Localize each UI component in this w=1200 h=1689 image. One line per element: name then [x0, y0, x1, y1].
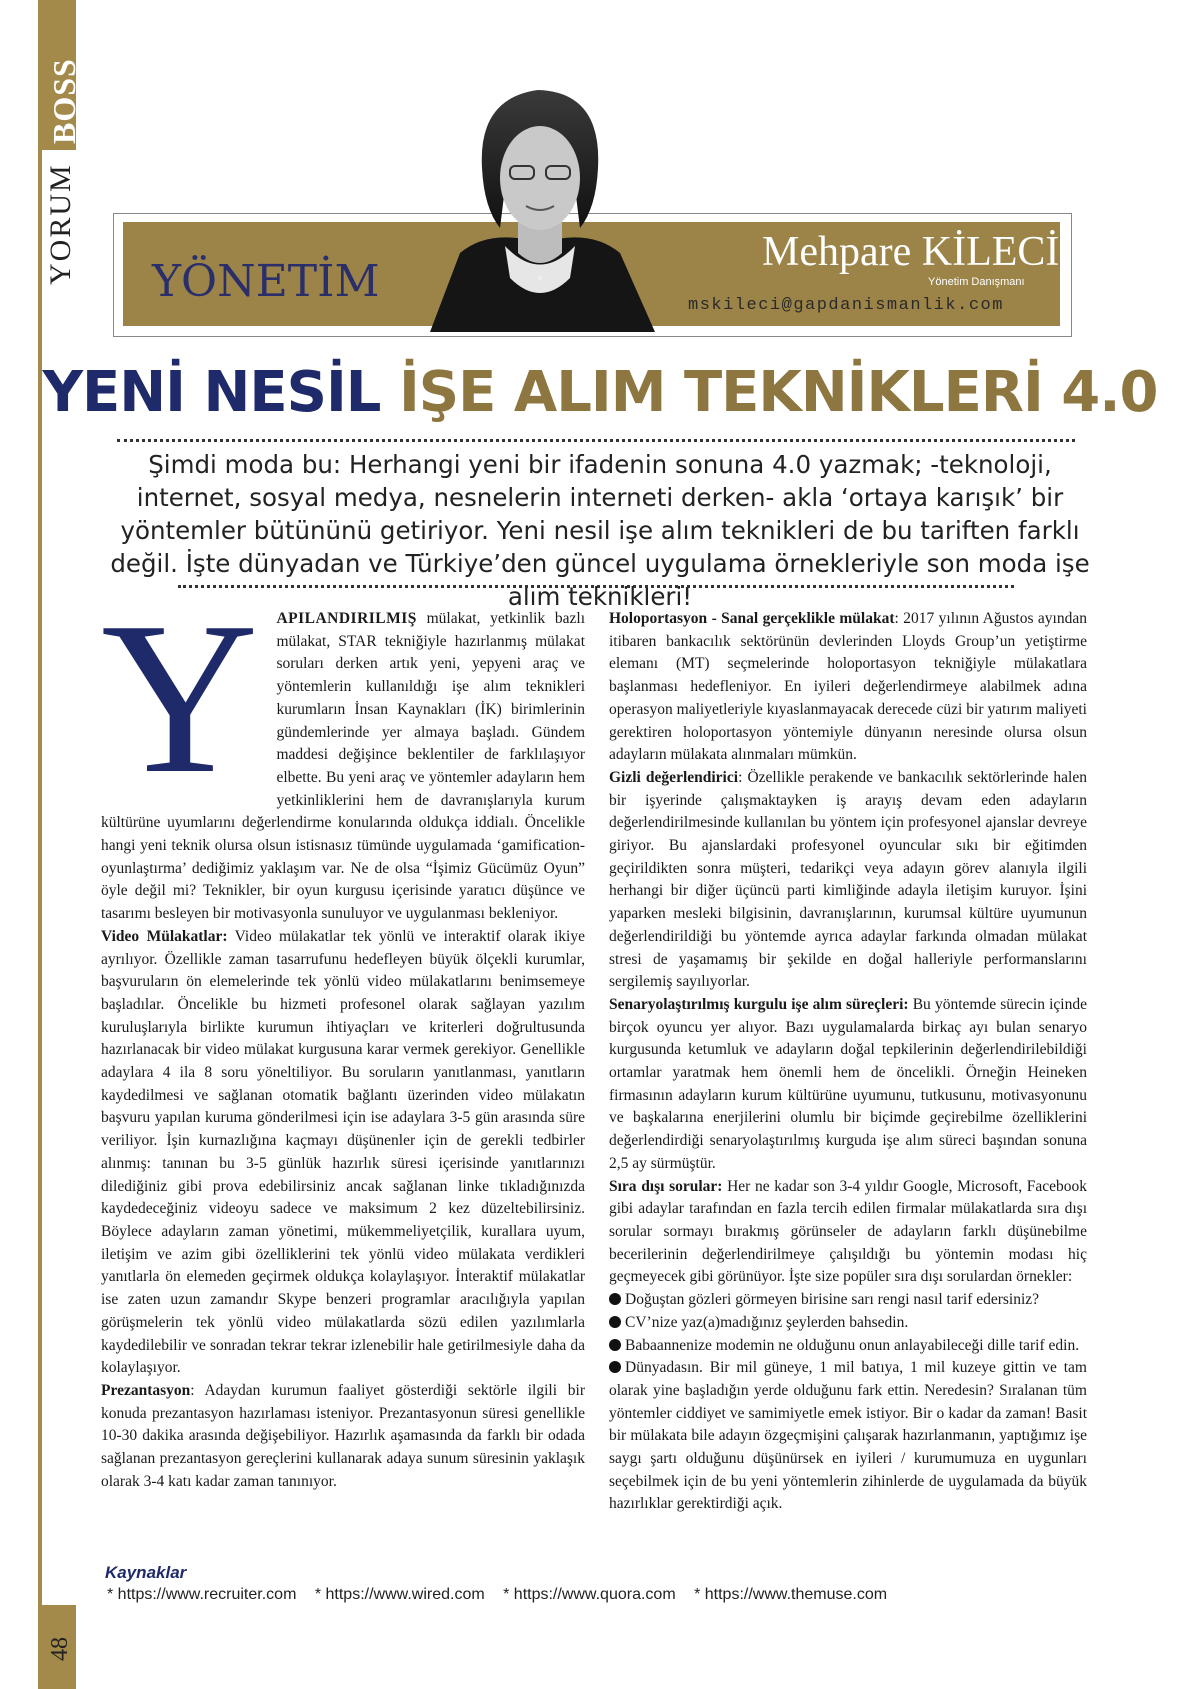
closing-text: Sıralanan tüm yöntemler ciddiyet ve samimiyetle emek istiyor. Bir o kadar da zaman! Basit bir mülakata bile adayın özgeçmişini çalışarak hazırlanmanın, yaptığımız işe saygı şartı olduğunu düşünürsek en iyileri / kurumumuza en uygunları seçebilmek için de bu yeni yöntemlerin zihinlerde de uygulamada da büyük hazırlıklar gerektirdiği açık. [609, 1381, 1087, 1513]
article-title-part1: YENİ NESİL [42, 360, 381, 425]
bullet-icon [609, 1316, 621, 1328]
section-tag-label: YORUM [44, 163, 77, 285]
page-number: 48 [47, 1637, 73, 1661]
presentation-heading: Prezantasyon [101, 1381, 191, 1399]
title-divider-bottom [178, 585, 1014, 588]
scenario-heading: Senaryolaştırılmış kurgulu işe alım süreçleri: [609, 995, 909, 1013]
article-column-right [609, 608, 1087, 1516]
unusual-questions-heading: Sıra dışı sorular: [609, 1177, 723, 1195]
sidebar-rule [38, 0, 42, 1689]
brand-logo [46, 16, 82, 156]
list-item [609, 1312, 1087, 1335]
video-heading: Video Mülakatlar: [101, 927, 228, 945]
column-section-label: YÖNETİM [152, 256, 380, 307]
list-item [609, 1357, 1087, 1516]
drop-cap: Y [101, 578, 259, 819]
list-item [609, 1289, 1087, 1312]
author-portrait [420, 78, 660, 332]
article-title [0, 360, 1200, 425]
presentation-paragraph [101, 1380, 585, 1494]
intro-text: mülakat, yetkinlik bazlı mülakat, STAR tekniğiyle hazırlanmış mülakat soruları derken artık yeni, yepyeni araç ve yöntemlerin kullanıldığı işe alım teknikleri kurumların İnsan Kaynakları (İK) birimlerinin gündemlerinde yer almaya başladı. Gündem maddesi değişince beklentiler de farklılaşıyor elbette. Bu yeni araç ve yöntemler adayların hem yetkinliklerini hem de davranışlarıyla kurum kültürüne uyumlarını değerlendirme konularında oldukça iddialı. Öncelikle hangi yeni teknik olursa olsun istisnasız tümünde uygulamada ‘gamification-oyunlaştırma’ dediğimiz yaklaşım var. Ne de olsa “İşimiz Gücümüz Oyun” öyle değil mi? Teknikler, bir oyun kurgusu içerisinde yaratıcı düşünce ve tasarımı besleyen bir motivasyonla sunuluyor ve uygulanması bekleniyor. [101, 610, 585, 923]
holoportation-text: : 2017 yılının Ağustos ayından itibaren bankacılık sektörünün devlerinden Lloyds Group’un yetiştirme elemanı (MT) seçmelerinde holoportasyon tekniğiyle mülakatlara başlanması hedefleniyor. En iyileri değerlendirmeye alabilmek adına operasyon maliyetleriyle kıyaslanmayacak derecede cüzi bir yatırım maliyeti gerektiren holoportasyon yöntemiyle dünyanın neresinde olursa olsun adayların mülakata alınmaları mümkün. [609, 610, 1087, 764]
source-link[interactable]: * https://www.wired.com [314, 1586, 485, 1603]
list-item-text: Doğuştan gözleri görmeyen birisine sarı rengi nasıl tarif edersiniz? [625, 1291, 1040, 1309]
list-item-text: Babaannenize modemin ne olduğunu onun anlayabileceği dille tarif edin. [625, 1336, 1080, 1354]
source-link[interactable]: * https://www.quora.com [503, 1586, 676, 1603]
presentation-text: : Adaydan kurumun faaliyet gösterdiği sektörle ilgili bir konuda prezantasyon hazırlaması isteniyor. Prezantasyonun süresi genellikle 10-30 dakika arasında değişebiliyor. Hazırlık aşamasında da farklı bir odada sağlanan prezantasyon gereçlerini kullanarak adaya sunum süresinin yaklaşık olarak 3-4 katı kadar zaman tanınıyor. [101, 1381, 585, 1490]
intro-lead-in: APILANDIRILMIŞ [276, 610, 417, 627]
unusual-questions-text: Her ne kadar son 3-4 yıldır Google, Microsoft, Facebook gibi adaylar tarafından en fazla tercih edilen firmalar mülakatlarda sıra dışı sorular sormayı bırakmış görünseler de adayların farklı düşünebilme becerilerinin değerlendirilmeye çalışıldığı bu yöntemin modası hiç geçmeyecek gibi görünüyor. İşte size popüler sıra dışı sorulardan örnekler: [609, 1177, 1087, 1286]
source-link[interactable]: * https://www.themuse.com [694, 1586, 888, 1603]
holoportation-heading: Holoportasyon - Sanal gerçeklikle mülakat [609, 610, 895, 627]
page-number-block [42, 1605, 76, 1689]
scenario-paragraph [609, 994, 1087, 1176]
article-title-part2: İŞE ALIM TEKNİKLERİ 4.0 [398, 360, 1158, 425]
video-paragraph [101, 926, 585, 1380]
sources-list [107, 1586, 901, 1604]
secret-evaluator-heading: Gizli değerlendirici [609, 768, 739, 786]
intro-paragraph [101, 578, 585, 926]
secret-evaluator-paragraph [609, 767, 1087, 994]
bullet-icon [609, 1293, 621, 1305]
author-name: Mehpare KİLECİ [762, 229, 1060, 275]
scenario-text: Bu yöntemde sürecin içinde birçok oyuncu yer alıyor. Bazı uygulamalarda birkaç ayı bulan senaryo kurgusunda ketumluk ve adayların doğal tepkilerinin değerlendirilebildiği ortamlar yaratmak hem önemli hem de öncelikli. Örneğin Heineken firmasının adayların kurum kültürüne uyumunu, tutkusunu, motivasyonunu ve başkalarına enerjilerini olumlu bir biçimde geçirebilme özelliklerini değerlendirdiği senaryolaştırılmış kurguda işe alım süreci başından sonuna 2,5 ay sürmüştür. [609, 995, 1087, 1172]
unusual-questions-paragraph [609, 1176, 1087, 1290]
sources-heading: Kaynaklar [105, 1563, 187, 1582]
bullet-icon [609, 1361, 621, 1373]
bullet-icon [609, 1339, 621, 1351]
author-email[interactable]: mskileci@gapdanismanlik.com [688, 296, 1004, 315]
article-column-left [101, 578, 585, 1493]
secret-evaluator-text: : Özellikle perakende ve bankacılık sektörlerinde halen bir işyerinde çalışmaktayken iş arayış devam eden adayların değerlendirilmesinde kullanılan bu yöntem için profesyonel ajanslar devreye giriyor. Bu ajanslardaki profesyonel oyuncular sıkı bir eğitimden geçirildikten sonra müşteri, tedarikçi veya adayın görev alanıyla ilgili herhangi bir diğer üçüncü parti kimliğinde adayla iletişim kuruyor. İşini yaparken mesleki bilgisinin, davranışlarının, kurumsal kültüre uyumunun değerlendirildiği bu yöntemde ayrıca adaylar farkında olmadan mülakat stresi de yaşamamış bir şekilde en doğal halleriyle performanslarını sergilemiş sayılıyorlar. [609, 768, 1087, 991]
title-divider-top [117, 439, 1075, 442]
portrait-necklace [538, 276, 542, 280]
sidebar [0, 0, 42, 1689]
list-item [609, 1335, 1087, 1358]
video-text: Video mülakatlar tek yönlü ve interaktif olarak ikiye ayrılıyor. Özellikle zaman tasarrufunu hedefleyen büyük ölçekli kurumlar, başvuruların ön elemelerinde tek yönlü video mülakatlarını benimsemeye başladılar. Öncelikle bu hizmeti profesonel olarak sağlayan yazılım kuruluşlarıyla birlikte kurumun ihtiyaçları ve kriterleri doğrultusunda hazırlanacak bir video mülakat kurgusuna karar vermek gerekiyor. Genellikle adaylara 4 ila 8 soru yöneltiliyor. Bu soruların yanıtlanması, yanıtların kaydedilmesi ve sağlanan otomatik bağlantı üzerinden video mülakatın başvuru yapılan kuruma gönderilmesi için ise adaylara 3-5 gün arasında süre veriliyor. İşin kurnazlığına kaçmayı düşünenler için de gerekli tedbirler alınmış: tanınan bu 3-5 günlük hazırlık süresi içerisinde yanıtlarınızı dilediğiniz gibi prova edebilirsiniz ancak sağlanan linke tıkladığınızda kaydedeceğiniz videoyu sadece ve maksimum 2 kez düzeltebilirsiniz. Böylece adayların zaman yönetimi, mükemmeliyetçilik, kurallara uyum, iletişim ve azim gibi özelliklerini tek yönlü video mülakata verdikleri yanıtlarla ön elemeden geçirmek oldukça kolaylaşıyor. İnteraktif mülakatlar ise zaten uzun zamandır Skype benzeri programlar aracılığıyla yapılan görüşmelerin tek yönlü video mülakatlarda sözü edilen yazılımlarla kaydedilebilir ve sonradan tekrar tekrar izlenebilir hale getirilmesiyle daha da kolaylaşıyor. [101, 927, 585, 1377]
source-link[interactable]: * https://www.recruiter.com [107, 1586, 297, 1603]
article-lede: Şimdi moda bu: Herhangi yeni bir ifadenin sonuna 4.0 yazmak; -teknoloji, internet, sosyal medya, nesnelerin interneti derken- akla ‘ortaya karışık’ bir yöntemler bütününü getiriyor. Yeni nesil işe alım teknikleri de bu tariften farklı değil. İşte dünyadan ve Türkiye’den güncel uygulama örnekleriyle son moda işe alım teknikleri! [110, 450, 1090, 611]
holoportation-paragraph [609, 608, 1087, 767]
author-role: Yönetim Danışmanı [928, 276, 1025, 288]
list-item-text: CV’nize yaz(a)madığınız şeylerden bahsedin. [625, 1313, 909, 1331]
list-item-text: Dünyadasın. Bir mil güneye, 1 mil batıya, 1 mil kuzeye gittin ve tam olarak yine başladığın yerde olduğunu fark ettin. Neredesin? [609, 1359, 1087, 1399]
brand-label: BOSS [46, 58, 82, 144]
